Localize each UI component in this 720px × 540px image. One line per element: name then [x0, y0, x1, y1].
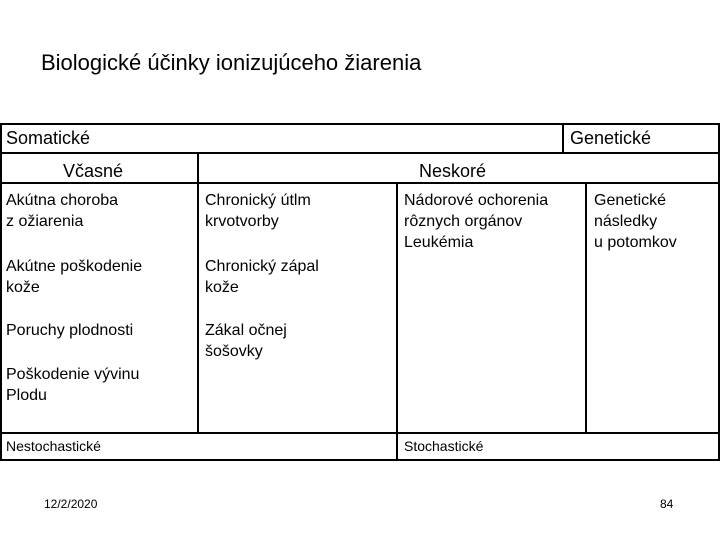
cell-line: kože — [6, 279, 40, 296]
header-somatic: Somatické — [6, 128, 91, 148]
cell-col1-row3 — [6, 320, 133, 341]
cell-col1-row1 — [6, 190, 118, 232]
cell-col2-row1 — [205, 190, 311, 232]
slide-title: Biologické účinky ionizujúceho žiarenia — [41, 50, 422, 75]
table-divider-row2 — [0, 182, 720, 184]
cell-line: Leukémia — [404, 234, 474, 251]
cell-line: Nádorové ochorenia — [404, 192, 549, 209]
cell-line: kože — [205, 279, 239, 296]
cell-line: krvotvorby — [205, 213, 279, 230]
cell-line: následky — [594, 213, 658, 230]
header-genetic: Genetické — [570, 128, 652, 148]
table-border-top — [0, 123, 720, 125]
table-divider-col1 — [197, 153, 199, 434]
cell-line: u potomkov — [594, 234, 677, 251]
cell-line: Poruchy plodnosti — [6, 322, 134, 339]
cell-line: šošovky — [205, 343, 263, 360]
label-nonstochastic: Nestochastické — [6, 438, 101, 454]
cell-line: z ožiarenia — [6, 213, 84, 230]
cell-col2-row2 — [205, 256, 319, 298]
cell-col4 — [594, 190, 677, 253]
table-divider-col3 — [585, 182, 587, 434]
cell-col3 — [404, 190, 548, 253]
table-border-bottom — [0, 459, 720, 461]
header-early: Včasné — [63, 161, 124, 181]
cell-line: Zákal očnej — [205, 322, 287, 339]
table-divider-footer — [0, 432, 720, 434]
cell-line: Poškodenie vývinu — [6, 366, 140, 383]
cell-line: Chronický zápal — [205, 258, 319, 275]
cell-line: Genetické — [594, 192, 667, 209]
header-late: Neskoré — [419, 161, 487, 181]
footer-date: 12/2/2020 — [44, 497, 98, 511]
cell-line: Plodu — [6, 387, 47, 404]
table-border-left — [0, 123, 2, 461]
cell-col1-row2 — [6, 256, 142, 298]
table-divider-col2 — [396, 182, 398, 461]
page-number: 84 — [660, 497, 674, 511]
cell-line: Akútna choroba — [6, 192, 119, 209]
cell-line: rôznych orgánov — [404, 213, 523, 230]
cell-line: Chronický útlm — [205, 192, 311, 209]
label-stochastic: Stochastické — [404, 438, 484, 454]
cell-col1-row4 — [6, 364, 139, 406]
table-divider-genetic — [562, 123, 564, 153]
table-divider-row1 — [0, 152, 720, 154]
cell-col2-row3 — [205, 320, 287, 362]
cell-line: Akútne poškodenie — [6, 258, 143, 275]
